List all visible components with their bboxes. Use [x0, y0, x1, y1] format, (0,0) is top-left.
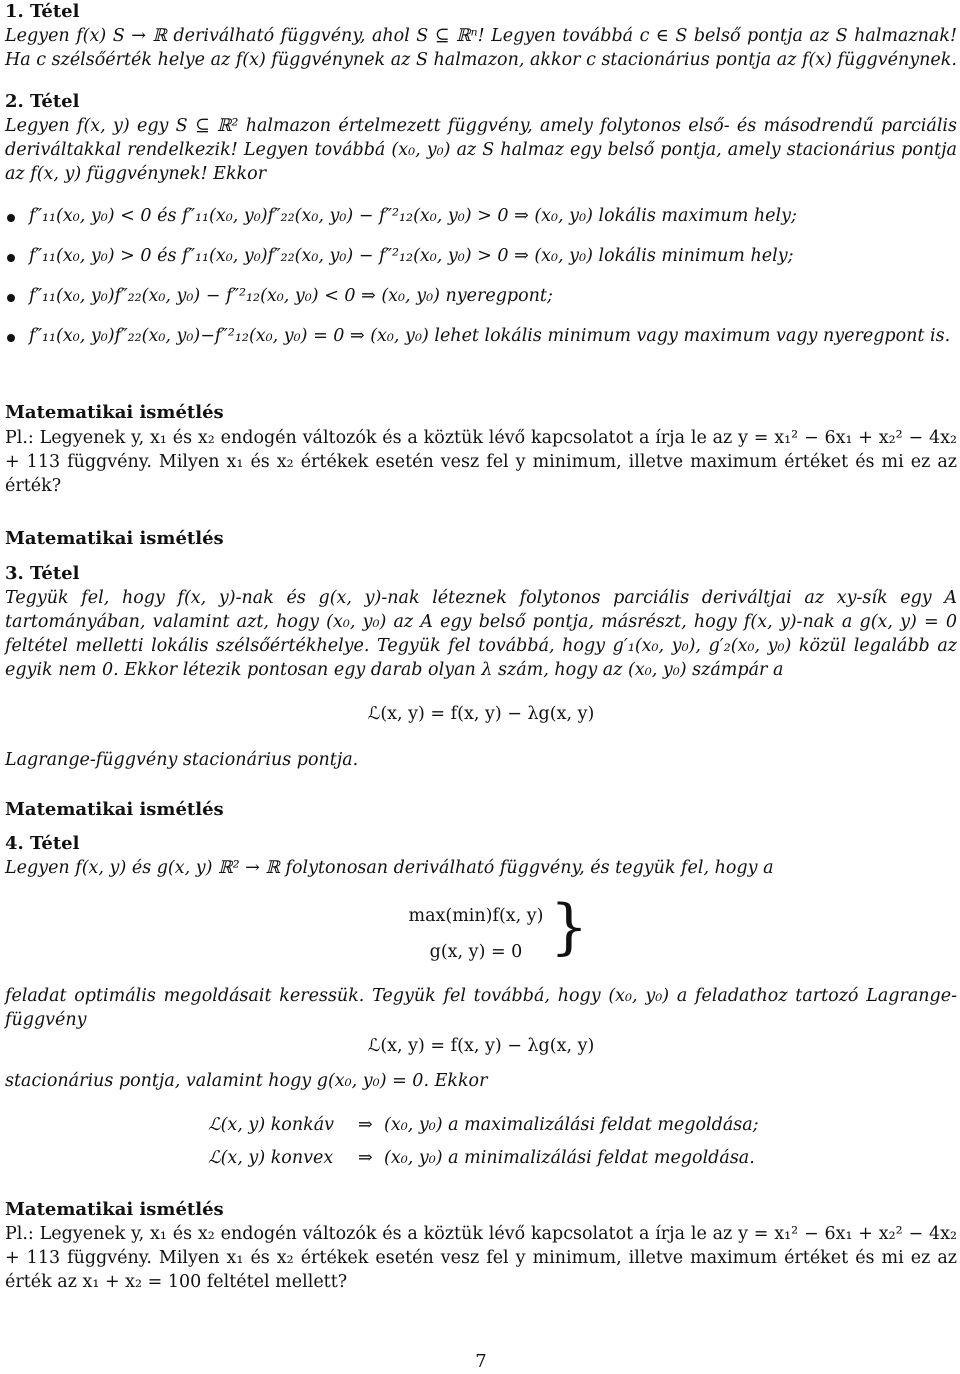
implies-arrow: ⇒: [358, 1115, 373, 1135]
theorem-2-heading: 2. Tétel: [5, 91, 80, 112]
theorem-2-conditions: [5, 204, 957, 348]
objective-line: max(min)f(x, y): [408, 906, 544, 926]
theorem-2-text: Legyen f(x, y) egy S ⊆ ℝ² halmazon értelmezett függvény, amely folytonos első- és másodrendű parciális deriváltakkal rendelkezik! Legyen továbbá (x₀, y₀) az S halmaz egy belső pontja, amely stacionárius pontja az f(x, y) függvénynek! Ekkor: [5, 116, 957, 184]
review-1-example: Pl.: Legyenek y, x₁ és x₂ endogén változók és a köztük lévő kapcsolatot a írja le az y = x₁² − 6x₁ + x₂² − 4x₂ + 113 függvény. Milyen x₁ és x₂ értékek esetén vesz fel y minimum, illetve maximum értéket és mi ez az érték?: [5, 428, 957, 496]
constraint-line: g(x, y) = 0: [429, 942, 523, 962]
optimization-problem: [5, 892, 957, 970]
review-1-heading: Matematikai ismétlés: [5, 402, 224, 423]
review-3-heading: Matematikai ismétlés: [5, 799, 224, 820]
case-concave-condition: ℒ(x, y) konkáv: [208, 1115, 335, 1135]
theorem-3-lagrange-formula: ℒ(x, y) = f(x, y) − λg(x, y): [367, 704, 595, 724]
theorem-3-text: Tegyük fel, hogy f(x, y)-nak és g(x, y)-nak léteznek folytonos parciális deriváltjai az xy-sík egy A tartományában, valamint azt, hogy (x₀, y₀) az A egy belső pontja, másrészt, hogy f(x, y)-nak a g(x, y) = 0 feltétel melletti lokális szélsőértékhelye. Tegyük fel továbbá, hogy g′₁(x₀, y₀), g′₂(x₀, y₀) közül legalább az egyik nem 0. Ekkor létezik pontosan egy darab olyan λ szám, hogy az (x₀, y₀) számpár a: [5, 588, 957, 680]
case-concave-result: (x₀, y₀) a maximalizálási feldat megoldása;: [384, 1115, 759, 1135]
case-convex-condition: ℒ(x, y) konvex: [208, 1148, 334, 1168]
theorem-3-heading: 3. Tétel: [5, 563, 80, 584]
condition-maximum: f″₁₁(x₀, y₀) < 0 és f″₁₁(x₀, y₀)f″₂₂(x₀, y₀) − f″²₁₂(x₀, y₀) > 0 ⇒ (x₀, y₀) lokális maximum hely;: [5, 204, 957, 228]
review-4-example: Pl.: Legyenek y, x₁ és x₂ endogén változók és a köztük lévő kapcsolatot a írja le az y = x₁² − 6x₁ + x₂² − 4x₂ + 113 függvény. Milyen x₁ és x₂ értékek esetén vesz fel y minimum, illetve maximum értéket és mi ez az érték az x₁ + x₂ = 100 feltétel mellett?: [5, 1224, 957, 1292]
condition-undetermined: f″₁₁(x₀, y₀)f″₂₂(x₀, y₀)−f″²₁₂(x₀, y₀) = 0 ⇒ (x₀, y₀) lehet lokális minimum vagy maximum vagy nyeregpont is.: [5, 324, 957, 348]
case-concave: [208, 1113, 759, 1137]
theorem-1-heading: 1. Tétel: [5, 1, 80, 22]
case-convex: [208, 1146, 759, 1170]
theorem-4-lagrange-formula: ℒ(x, y) = f(x, y) − λg(x, y): [367, 1036, 595, 1056]
review-4-heading: Matematikai ismétlés: [5, 1199, 224, 1220]
concavity-cases: [208, 1113, 759, 1170]
page-number: 7: [475, 1351, 487, 1372]
review-2-heading: Matematikai ismétlés: [5, 528, 224, 549]
theorem-4-text-3: stacionárius pontja, valamint hogy g(x₀, y₀) = 0. Ekkor: [5, 1071, 488, 1091]
implies-arrow: ⇒: [358, 1148, 373, 1168]
theorem-1-text: Legyen f(x) S → ℝ deriválható függvény, ahol S ⊆ ℝⁿ! Legyen továbbá c ∈ S belső pontja az S halmaznak! Ha c szélsőérték helye az f(x) függvénynek az S halmazon, akkor c stacionárius pontja az f(x) függvénynek.: [5, 26, 957, 70]
case-convex-result: (x₀, y₀) a minimalizálási feldat megoldása.: [384, 1148, 755, 1168]
theorem-4-text-2: feladat optimális megoldásait keressük. Tegyük fel továbbá, hogy (x₀, y₀) a feladathoz tartozó Lagrange-függvény: [5, 986, 957, 1030]
theorem-4-heading: 4. Tétel: [5, 833, 80, 854]
right-brace: }: [550, 892, 589, 962]
theorem-4-text: Legyen f(x, y) és g(x, y) ℝ² → ℝ folytonosan deriválható függvény, és tegyük fel, hogy a: [5, 858, 774, 878]
condition-saddle: f″₁₁(x₀, y₀)f″₂₂(x₀, y₀) − f″²₁₂(x₀, y₀) < 0 ⇒ (x₀, y₀) nyeregpont;: [5, 284, 957, 308]
optimization-lines: [401, 900, 551, 964]
condition-minimum: f″₁₁(x₀, y₀) > 0 és f″₁₁(x₀, y₀)f″₂₂(x₀, y₀) − f″²₁₂(x₀, y₀) > 0 ⇒ (x₀, y₀) lokális minimum hely;: [5, 244, 957, 268]
theorem-3-text-after: Lagrange-függvény stacionárius pontja.: [5, 750, 359, 770]
